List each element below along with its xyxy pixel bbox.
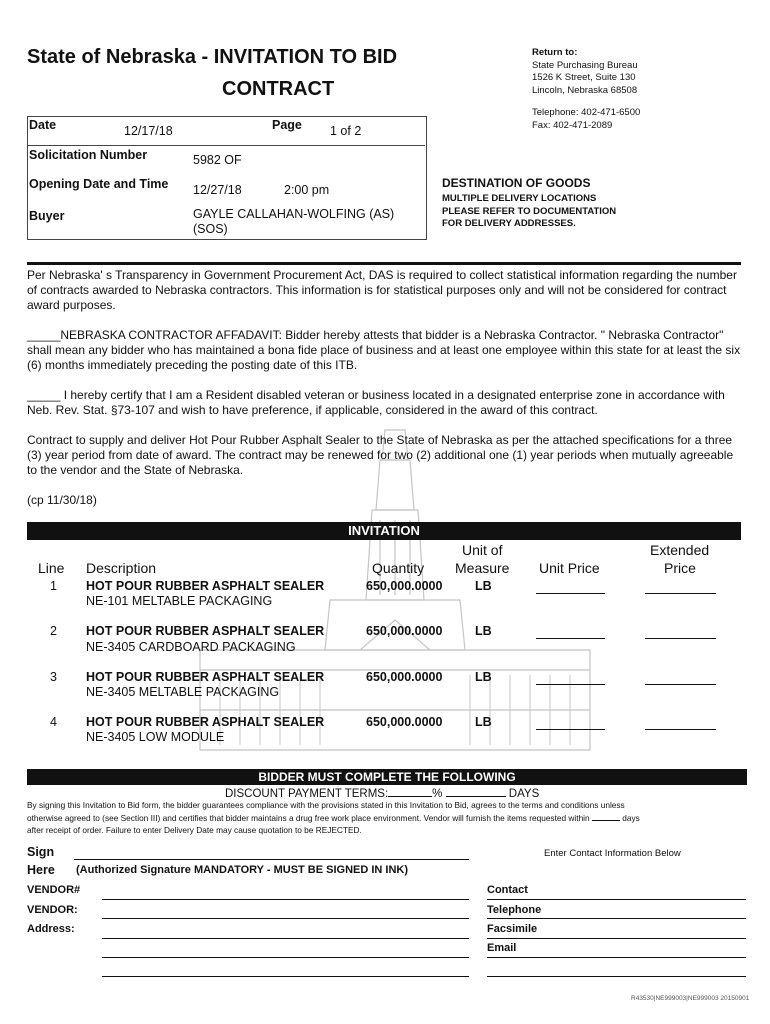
col-extended-header-1: Extended [650, 542, 710, 558]
opening-date-value: 12/27/18 [193, 183, 242, 197]
row-description-2: NE-3405 LOW MODULE [86, 730, 225, 744]
telephone-line[interactable] [487, 918, 746, 919]
unit-price-input[interactable] [536, 626, 605, 639]
address-label: Address: [27, 923, 75, 935]
row-quantity: 650,000.0000 [366, 624, 443, 638]
here-label: Here [27, 863, 55, 877]
terms-line-3: after receipt of order. Failure to enter Delivery Date may cause quotation to be REJECTED. [27, 825, 362, 835]
destination-title: DESTINATION OF GOODS [442, 176, 591, 190]
row-description-1: HOT POUR RUBBER ASPHALT SEALER [86, 579, 325, 593]
terms-days-label: days [622, 813, 640, 823]
col-line-header: Line [38, 560, 65, 576]
contact-line[interactable] [487, 899, 746, 900]
row-unit: LB [475, 579, 492, 593]
invitation-bar-label: INVITATION [348, 523, 420, 538]
cp-date: (cp 11/30/18) [27, 493, 97, 507]
document-title-line1: State of Nebraska - INVITATION TO BID [27, 46, 398, 68]
section-rule [27, 262, 741, 265]
telephone-label: Telephone [487, 904, 542, 916]
extended-price-input[interactable] [645, 672, 716, 685]
contact-label: Contact [487, 884, 528, 896]
row-quantity: 650,000.0000 [366, 579, 443, 593]
row-description-2: NE-101 MELTABLE PACKAGING [86, 594, 273, 608]
row-unit: LB [475, 670, 492, 684]
resident-certify-paragraph: _____ I hereby certify that I am a Resident disabled veteran or business located in a designated enterprise zone in accordance with Neb. Rev. Stat. §73-107 and wish to have preference, if applicable, considered in the award of this contract. [27, 388, 725, 417]
address-line-3[interactable] [102, 976, 469, 977]
terms-block [27, 799, 743, 836]
return-to-fax: Fax: 402-471-2089 [532, 119, 613, 131]
contact-note: Enter Contact Information Below [544, 848, 681, 859]
destination-line2: PLEASE REFER TO DOCUMENTATION [442, 205, 617, 217]
destination-block [442, 176, 616, 231]
row-quantity: 650,000.0000 [366, 715, 443, 729]
unit-price-input[interactable] [536, 672, 605, 685]
row-description-1: HOT POUR RUBBER ASPHALT SEALER [86, 670, 325, 684]
discount-terms-label: DISCOUNT PAYMENT TERMS: [225, 788, 389, 800]
extended-price-input[interactable] [645, 717, 716, 730]
row-line-number: 1 [50, 579, 57, 593]
facsimile-line[interactable] [487, 938, 746, 939]
discount-percent-sign: % [432, 788, 443, 800]
row-quantity: 650,000.0000 [366, 670, 443, 684]
return-to-city: Lincoln, Nebraska 68508 [532, 84, 638, 96]
signature-note: (Authorized Signature MANDATORY - MUST BE SIGNED IN INK) [76, 864, 409, 876]
opening-time-value: 2:00 pm [284, 183, 330, 197]
solicitation-value: 5982 OF [193, 153, 242, 167]
unit-price-input[interactable] [536, 581, 605, 594]
row-unit: LB [475, 624, 492, 638]
terms-line-1: By signing this Invitation to Bid form, the bidder guarantees compliance with the provisions stated in this Invitation to Bid, agrees to the terms and conditions unless [27, 800, 625, 810]
vendor-number-line[interactable] [102, 899, 469, 900]
destination-line3: FOR DELIVERY ADDRESSES. [442, 218, 576, 229]
vendor-line[interactable] [102, 918, 469, 919]
col-quantity-header: Quantity [372, 560, 425, 576]
row-description-2: NE-3405 CARDBOARD PACKAGING [86, 640, 296, 654]
date-value: 12/17/18 [124, 124, 173, 138]
discount-days-input[interactable] [446, 785, 506, 797]
destination-line1: MULTIPLE DELIVERY LOCATIONS [442, 193, 597, 204]
discount-days-label: DAYS [508, 788, 540, 800]
solicitation-label: Solicitation Number [29, 148, 148, 162]
bidder-bar-label: BIDDER MUST COMPLETE THE FOLLOWING [258, 770, 516, 784]
buyer-value-line1: GAYLE CALLAHAN-WOLFING (AS) [193, 207, 395, 221]
bidder-bar [27, 769, 747, 785]
signature-line[interactable] [74, 859, 469, 860]
contractor-affidavit-paragraph: _____NEBRASKA CONTRACTOR AFFADAVIT: Bidder hereby attests that bidder is a Nebraska Contractor. " Nebraska Contractor" shall mean any bidder who has maintained a bona fide place of business and at least one employee within this state for at least the six (6) months immediately preceding the posting date of this ITB. [27, 328, 741, 372]
col-unit-price-header: Unit Price [539, 560, 600, 576]
vendor-number-label: VENDOR# [27, 884, 81, 896]
info-divider [27, 145, 425, 146]
row-description-1: HOT POUR RUBBER ASPHALT SEALER [86, 715, 325, 729]
facsimile-label: Facsimile [487, 923, 538, 935]
row-line-number: 3 [50, 670, 57, 684]
email-label: Email [487, 942, 517, 954]
date-label: Date [29, 118, 57, 132]
row-description-1: HOT POUR RUBBER ASPHALT SEALER [86, 624, 325, 638]
opening-label: Opening Date and Time [29, 177, 169, 191]
return-to-block [532, 47, 640, 132]
row-line-number: 4 [50, 715, 57, 729]
col-unit-measure-header-1: Unit of [462, 542, 503, 558]
email-line-1[interactable] [487, 957, 746, 958]
discount-terms [225, 785, 539, 800]
row-unit: LB [475, 715, 492, 729]
terms-line-2: otherwise agreed to (see Section III) and certifies that bidder maintains a drug free work place environment. Vendor will furnish the items requested within [27, 813, 590, 823]
return-to-label: Return to: [532, 47, 578, 58]
email-line-2[interactable] [487, 976, 746, 977]
footer-code: R43530|NE999003|NE999003 20150901 [631, 995, 750, 1002]
extended-price-input[interactable] [645, 626, 716, 639]
col-description-header: Description [86, 560, 157, 576]
col-extended-header-2: Price [664, 560, 696, 576]
return-to-telephone: Telephone: 402-471-6500 [532, 107, 641, 118]
document-title-line2: CONTRACT [222, 78, 335, 100]
address-line-2[interactable] [102, 957, 469, 958]
contract-description-paragraph: Contract to supply and deliver Hot Pour Rubber Asphalt Sealer to the State of Nebraska as per the attached specifications for a three (3) year period from date of award. The contract may be renewed for two (2) additional one (1) year periods when mutually agreeable to the vendor and the State of Nebraska. [27, 433, 734, 477]
buyer-value-line2: (SOS) [193, 222, 228, 236]
sign-label: Sign [27, 845, 55, 859]
page-value: 1 of 2 [330, 124, 362, 138]
row-description-2: NE-3405 MELTABLE PACKAGING [86, 685, 280, 699]
row-line-number: 2 [50, 624, 57, 638]
buyer-label: Buyer [29, 209, 65, 223]
return-to-street: 1526 K Street, Suite 130 [532, 72, 636, 83]
unit-price-input[interactable] [536, 717, 605, 730]
extended-price-input[interactable] [645, 581, 716, 594]
vendor-label: VENDOR: [27, 904, 78, 916]
delivery-days-input[interactable] [592, 811, 620, 821]
invitation-bar [27, 522, 741, 540]
transparency-paragraph: Per Nebraska' s Transparency in Government Procurement Act, DAS is required to collect statistical information regarding the number of contracts awarded to Nebraska contractors. This information is for statistical purposes only and will not be considered for contract award purposes. [27, 268, 737, 312]
return-to-org: State Purchasing Bureau [532, 59, 638, 71]
address-line-1[interactable] [102, 938, 469, 939]
page-label: Page [272, 118, 302, 132]
discount-percent-input[interactable] [388, 785, 432, 797]
col-unit-measure-header-2: Measure [455, 560, 510, 576]
